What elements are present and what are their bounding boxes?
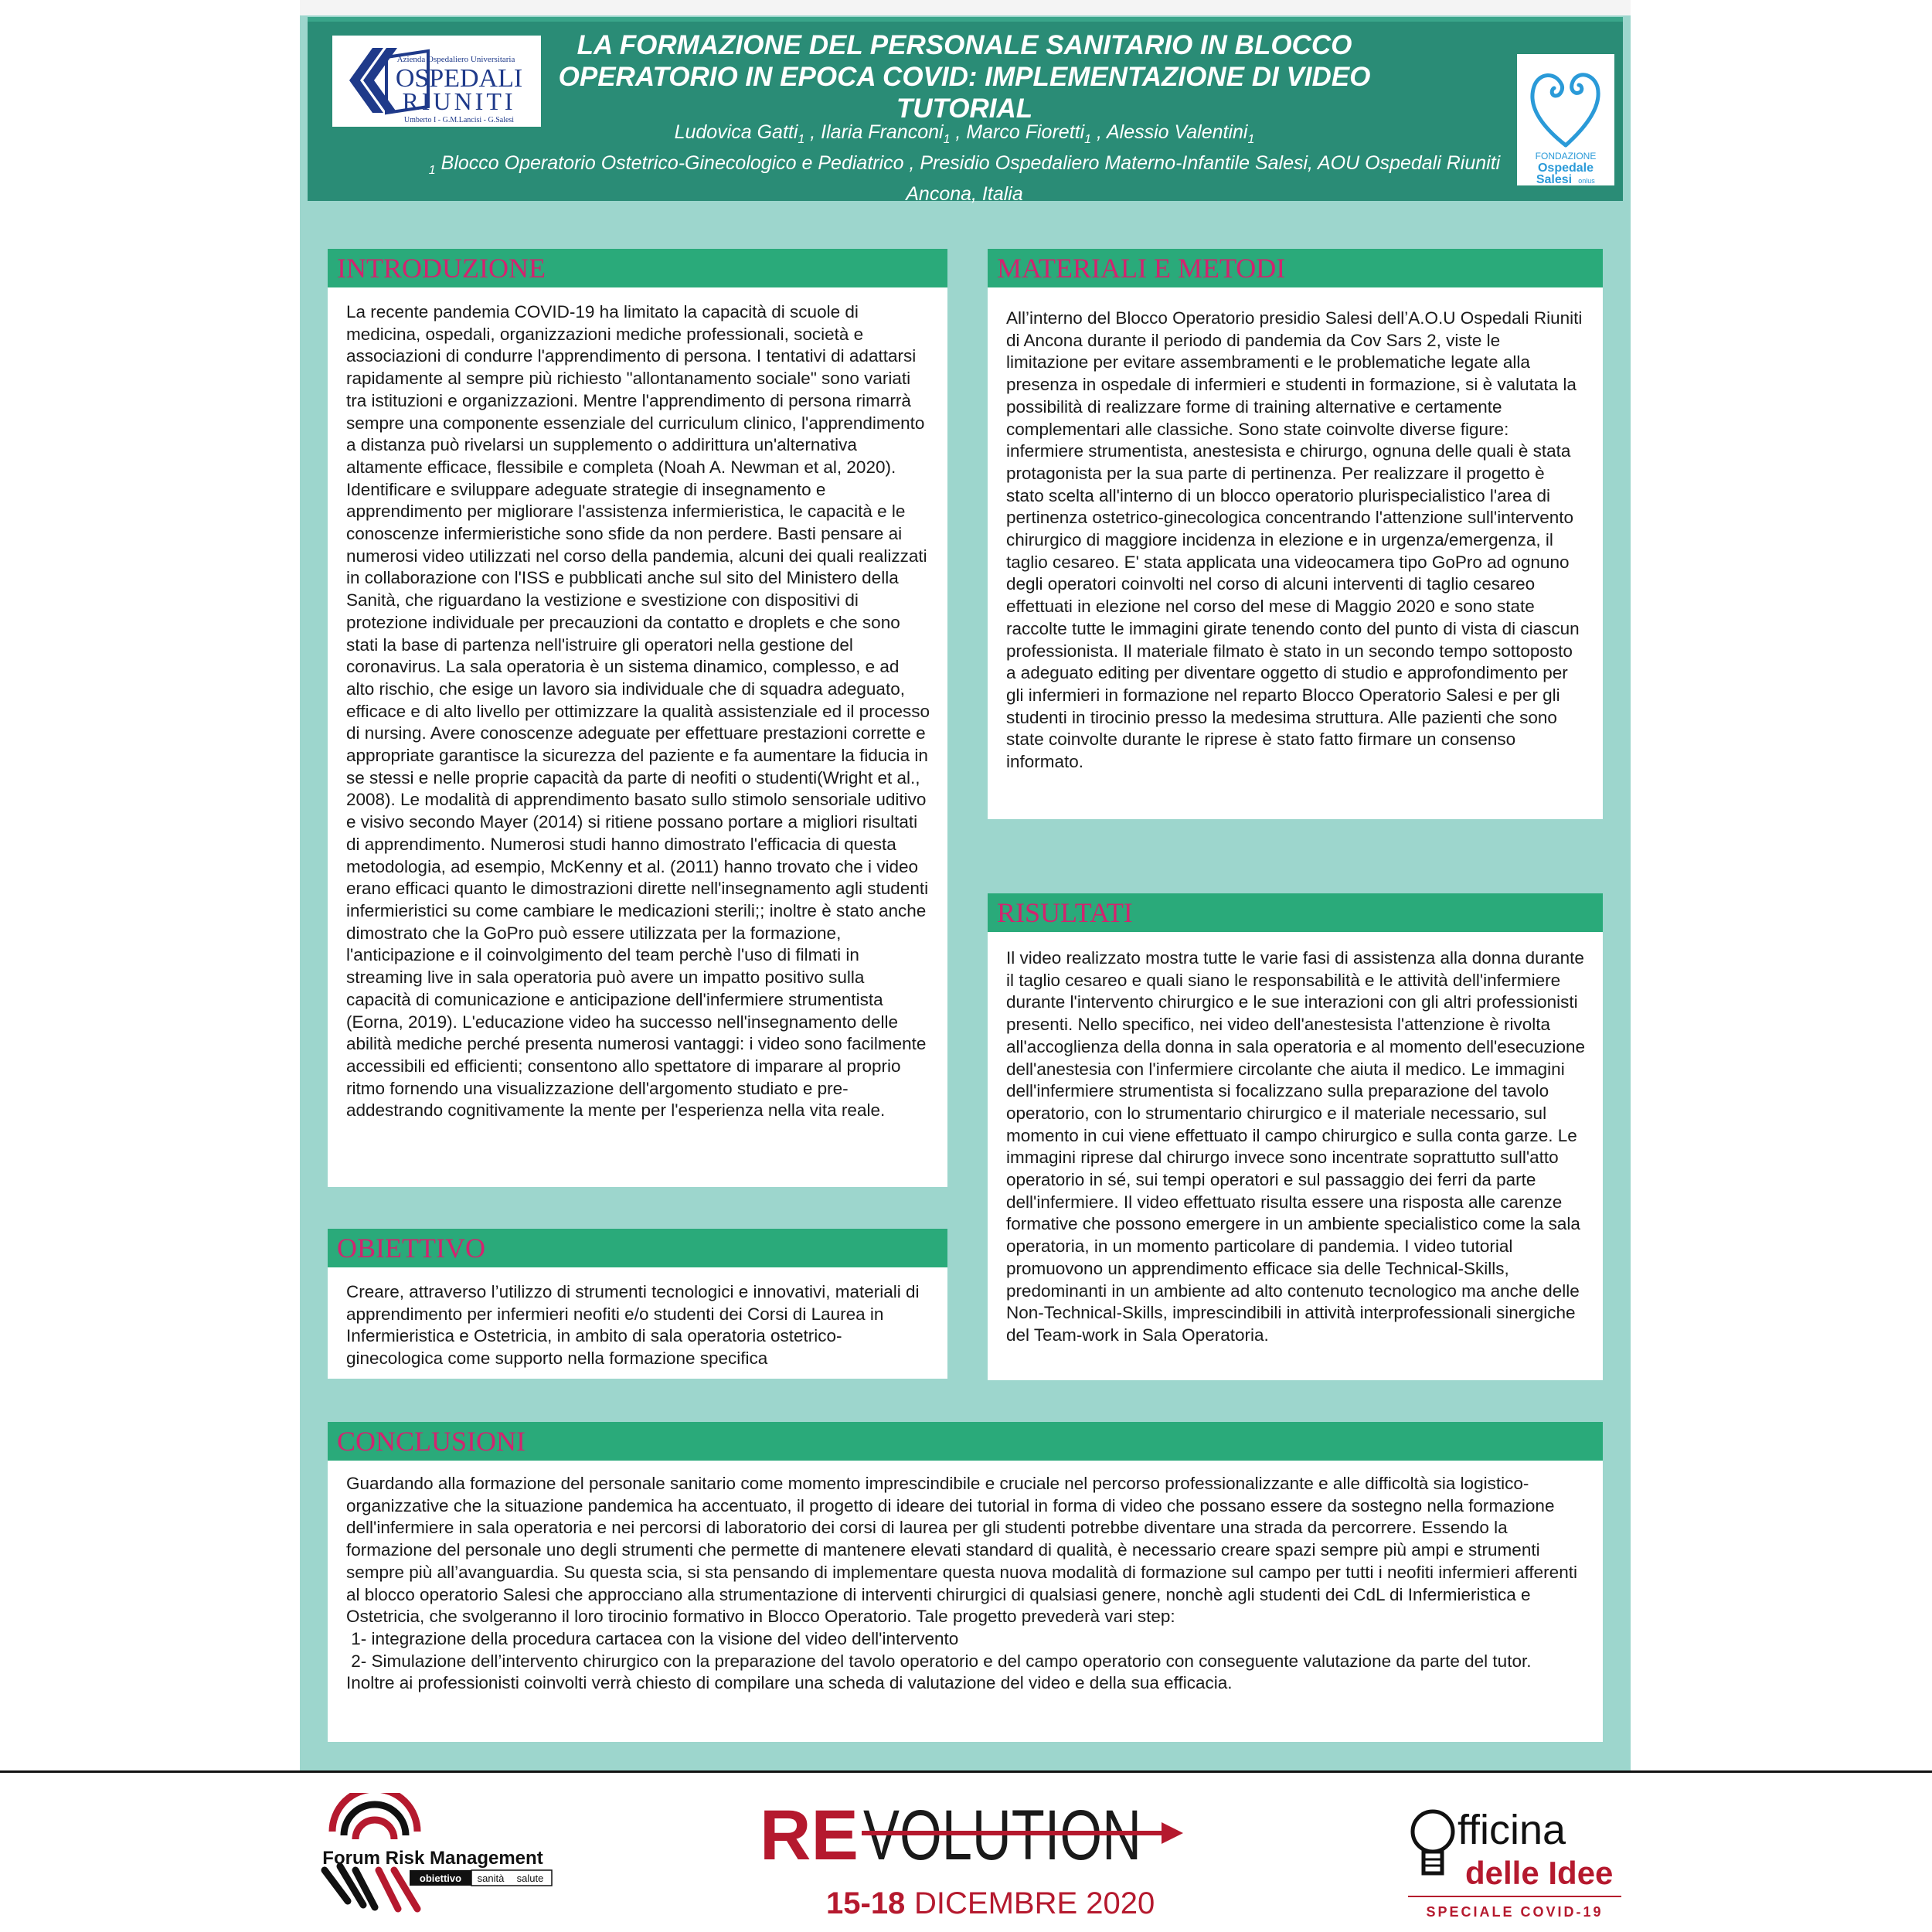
poster-top-strip: [300, 0, 1631, 15]
fondazione-salesi-logo: [1517, 54, 1614, 185]
risultati-text: Il video realizzato mostra tutte le varie fasi di assistenza alla donna durante il taglio cesareo e quali siano le responsabilità e le attività dell'infermiere durante l'intervento chirurgico e le sue interazioni con gli altri professionisti presenti. Nello specifico, nei video dell'anestesista l'attenzione è rivolta all'accoglienza della donna in sala operatoria e al momento dell'esecuzione dell'anestesia con l'infermiere circolante che aiuta il medico. Le immagini dell'infermiere strumentista si focalizzano sulla preparazione del tavolo operatorio, con lo strumentario chirurgico e il materiale necessario, sul momento in cui viene effettuato il campo chirurgico e sulla conta garze. Le immagini riprese dal chirurgo invece sono incentrate soprattutto sull'atto operatorio in sé, sui tempi operatori e sul passaggio dei ferri da parte dell'infermiere. Il video effettuato risulta essere una risposta alle carenze formative che possono emergere in un ambiente specialistico come la sala operatoria, in un momento particolare di pandemia. I video tutorial promuovono un apprendimento efficace sia delle Technical-Skills, predominanti in un ambiente ad alto contenuto tecnologico ma anche delle Non-Technical-Skills, imprescindibili in attività interprofessionali sinergiche del Team-work in Sala Operatoria.: [1006, 948, 1586, 1345]
author-affiliation-mark: 1: [1247, 133, 1255, 146]
logo-left-line1: OSPEDALI: [395, 64, 523, 93]
materiali-text: All’interno del Blocco Operatorio presidio Salesi dell’A.O.U Ospedali Riuniti di Ancona durante il periodo di pandemia da Cov Sars 2, viste le limitazione per evitare assembramenti e le problematiche legate alla presenza in ospedale di infermieri e studenti in formazione, si è valutata la possibilità di realizzare forme di training alternative e certamente complementari alle classiche. Sono state coinvolte diverse figure: infermiere strumentista, anestesista e chirurgo, ognuna delle quali è stata protagonista per la sua parte di pertinenza. Per realizzare il progetto è stato scelta all'interno di un blocco operatorio plurispecialistico l'area di pertinenza ostetrico-ginecologica concentrando l'attenzione sull'intervento chirurgico di maggiore incidenza in elezione e in urgenza/emergenza, il taglio cesareo. E' stata applicata una videocamera tipo GoPro ad ognuno degli operatori coinvolti nel corso di alcuni interventi di taglio cesareo effettuati in elezione nel corso del mese di Maggio 2020 e sono state raccolte tutte le immagini girate tenendo conto del punto di vista di ciascun professionista. Il materiale filmato è stato in un secondo tempo sottoposto a adeguato editing per diventare oggetto di studio e approfondimento per gli infermieri in formazione nel reparto Blocco Operatorio Salesi e per gli studenti in tirocinio presso la medesima struttura. Alle pazienti che sono state coinvolte durante le riprese è stato fatto firmare un consenso informato.: [1006, 308, 1583, 772]
ospedali-riuniti-logo: [332, 36, 541, 127]
logo-right-line2: Ospedale: [1537, 162, 1594, 175]
authors-block: [423, 121, 1505, 206]
frm-tag-left: obiettivo: [419, 1872, 462, 1884]
dates-bold: 15-18: [826, 1886, 906, 1920]
author-name: Ludovica Gatti: [674, 121, 798, 143]
introduzione-text: La recente pandemia COVID-19 ha limitato la capacità di scuole di medicina, ospedali, organizzazioni mediche professionali, società e associazioni di condurre l'apprendimento di persona. I tentativi di adattarsi rapidamente al sempre più richiesto "allontanamento sociale" sono variati tra istituzioni e organizzazioni. Mentre l'apprendimento di persona rimarrà sempre una componente essenziale del curriculum clinico, l'apprendimento a distanza può rivelarsi un supplemento o addirittura un'alternativa altamente efficace, flessibile e completa (Noah A. Newman et al, 2020). Identificare e sviluppare adeguate strategie di insegnamento e apprendimento per migliorare l'assistenza infermieristica, le capacità e le conoscenze infermieristiche sono sfide da non perdere. Basti pensare ai numerosi video utilizzati nel corso della pandemia, alcuni dei quali realizzati in collaborazione con l'ISS e pubblicati anche sul sito del Ministero della Sanità, che riguardano la vestizione e svestizione con dispositivi di protezione individuale per precauzioni da contatto e droplets e che sono stati la base di partenza nell'istruire gli operatori nella gestione del coronavirus. La sala operatoria è un sistema dinamico, complesso, e ad alto rischio, che esige un lavoro sia individuale che di squadra adeguato, efficace e di alto livello per ottimizzare la qualità assistenziale ed il processo di nursing. Avere conoscenze adeguate per effettuare prestazioni corrette e appropriate garantisce la sicurezza del paziente e fa aumentare la fiducia in se stessi e nelle proprie capacità da parte di neofiti o studenti(Wright et al., 2008). Le modalità di apprendimento basato sullo stimolo sensoriale uditivo e visivo secondo Mayer (2014) si ritiene possano portare a migliori risultati di apprendimento. Numerosi studi hanno dimostrato l'efficacia di questa metodologia, ad esempio, McKenny et al. (2011) hanno trovato che i video erano efficaci quanto le dimostrazioni dirette nell'insegnamento agli studenti infermieristici su come cambiare le medicazioni sterili;; inoltre è stato anche dimostrato che la GoPro può essere utilizzata per la formazione, l'anticipazione e il coinvolgimento del team perchè l'uso di filmati in streaming live in sala operatoria può avere un impatto positivo sulla capacità di comunicazione e anticipazione dell'infermiere strumentista (Eorna, 2019). L'educazione video ha successo nell'insegnamento delle abilità mediche perché presenta numerosi vantaggi: i video sono facilmente accessibili ed efficienti; consentono allo spettatore di imparare al proprio ritmo fornendo una visualizzazione dell'argomento studiato e pre-addestrando cognitivamente la mente per l'esperienza nella vita reale.: [346, 302, 930, 1121]
forum-risk-management-logo: [301, 1793, 564, 1932]
conclusioni-paragraph: Guardando alla formazione del personale sanitario come momento imprescindibile e cruciale nel percorso professionalizzante e alle difficoltà sia logistico-organizzative che la situazione pandemica ha accentuato, il progetto di ideare dei tutorial in forma di video che possano essere da sostegno nella formazione dell'infermiere in sala operatoria e nei percorsi di laboratorio dei corsi di laurea per gli studenti potrebbe diventare una strada da percorrere. Essendo la formazione del personale uno degli strumenti che permette di mantenere elevati standard di qualità, è necessario creare spazi sempre più ampi e strumenti sempre più all’avanguardia. Su questa scia, si sta pensando di implementare questa nuova modalità di formazione sul campo per tutti i neofiti infermieri afferenti al blocco operatorio Salesi che approcciano alla strumentazione di interventi chirurgici di qualsiasi genere, nonchè agli studenti dei CdL di Infermieristica e Ostetricia, che svolgeranno il loro tirocinio formativo in Blocco Operatorio. Tale progetto prevederà vari step:: [346, 1474, 1577, 1627]
logo-right-line4: onlus: [1578, 177, 1595, 185]
section-body-conclusioni: [328, 1461, 1603, 1742]
poster-title: LA FORMAZIONE DEL PERSONALE SANITARIO IN BLOCCO OPERATORIO IN EPOCA COVID: IMPLEMENTAZIONE DI VIDEO TUTORIAL: [558, 30, 1371, 124]
conclusioni-step: 1- integrazione della procedura cartacea con la visione del video dell'intervento: [346, 1628, 959, 1648]
section-body-obiettivo: [328, 1267, 947, 1379]
forum-risk-management-title: Forum Risk Management: [322, 1848, 543, 1869]
officina-o-letter: O: [1406, 1788, 1407, 1789]
revolution-rest: VOLUTION: [863, 1796, 1141, 1875]
author-list: Ludovica Gatti$_1$ , Ilaria Franconi$_1$ , Marco Fioretti$_1$ , Alessio Valentini$_1$: [674, 121, 1255, 146]
conclusioni-step: 2- Simulazione dell’intervento chirurgico con la preparazione del tavolo operatorio e del campo operatorio con conseguente valutazione da parte del tutor.: [346, 1651, 1532, 1671]
logo-right-line1: FONDAZIONE: [1535, 151, 1597, 162]
author-affiliation-mark: 1: [1084, 133, 1092, 146]
section-heading-introduzione: INTRODUZIONE: [328, 249, 947, 287]
poster-header: [308, 17, 1623, 205]
section-heading-obiettivo: OBIETTIVO: [328, 1229, 947, 1267]
section-heading-risultati: RISULTATI: [988, 893, 1603, 932]
section-body-materiali-metodi: [988, 287, 1603, 819]
ospedali-riuniti-emblem-icon: [332, 36, 541, 127]
author-name: Marco Fioretti: [966, 121, 1085, 143]
section-body-risultati: [988, 932, 1603, 1380]
affiliation-text: Blocco Operatorio Ostetrico-Ginecologico e Pediatrico , Presidio Ospedaliero Materno-Infantile Salesi, AOU Ospedali Riuniti Ancona, Italia: [440, 152, 1501, 205]
heart-logo-icon: [1517, 54, 1614, 185]
logo-left-bottom-text: Umberto I - G.M.Lancisi - G.Salesi: [403, 116, 515, 124]
officina-text: fficina: [1458, 1807, 1566, 1853]
author-affiliation-mark: 1: [943, 133, 951, 146]
section-heading-conclusioni: CONCLUSIONI: [328, 1422, 1603, 1461]
delle-idee-text: delle Idee: [1465, 1855, 1614, 1891]
dates-rest: DICEMBRE 2020: [914, 1886, 1155, 1920]
lightbulb-icon: [1413, 1811, 1453, 1873]
author-affiliation-mark: 1: [798, 133, 805, 146]
author-name: Alessio Valentini: [1106, 121, 1248, 143]
author-name: Ilaria Franconi: [821, 121, 944, 143]
obiettivo-text: Creare, attraverso l’utilizzo di strumenti tecnologici e innovativi, materiali di apprendimento per infermieri neofiti e/o studenti dei Corsi di Laurea in Infermieristica e Ostetricia, in ambito di sala operatoria ostetrico-ginecologica come supporto nella formazione specifica: [346, 1282, 920, 1369]
affiliation: [423, 151, 1505, 206]
officina-delle-idee-logo: [1406, 1788, 1631, 1927]
frm-tag-salute: salute: [516, 1872, 544, 1884]
arrow-right-icon: [1162, 1822, 1183, 1844]
revolution-re: RE: [760, 1796, 859, 1875]
poster: [300, 0, 1631, 1771]
affiliation-mark: 1: [428, 164, 436, 177]
logo-right-line3: Salesi: [1536, 173, 1573, 185]
logo-left-top-text: Azienda Ospedaliero Universitaria: [396, 55, 515, 64]
section-body-introduzione: [328, 287, 947, 1187]
speciale-covid-text: SPECIALE COVID-19: [1426, 1904, 1604, 1920]
footer: [0, 1773, 1932, 1932]
conclusioni-paragraph: Inoltre ai professionisti coinvolti verrà chiesto di compilare una scheda di valutazione del video e della sua efficacia.: [346, 1673, 1233, 1693]
revolution-logo: [753, 1788, 1202, 1927]
frm-tag-sanita: sanità: [477, 1872, 505, 1884]
logo-left-line2: RIUNITI: [402, 87, 516, 115]
section-heading-materiali-metodi: MATERIALI E METODI: [988, 249, 1603, 287]
